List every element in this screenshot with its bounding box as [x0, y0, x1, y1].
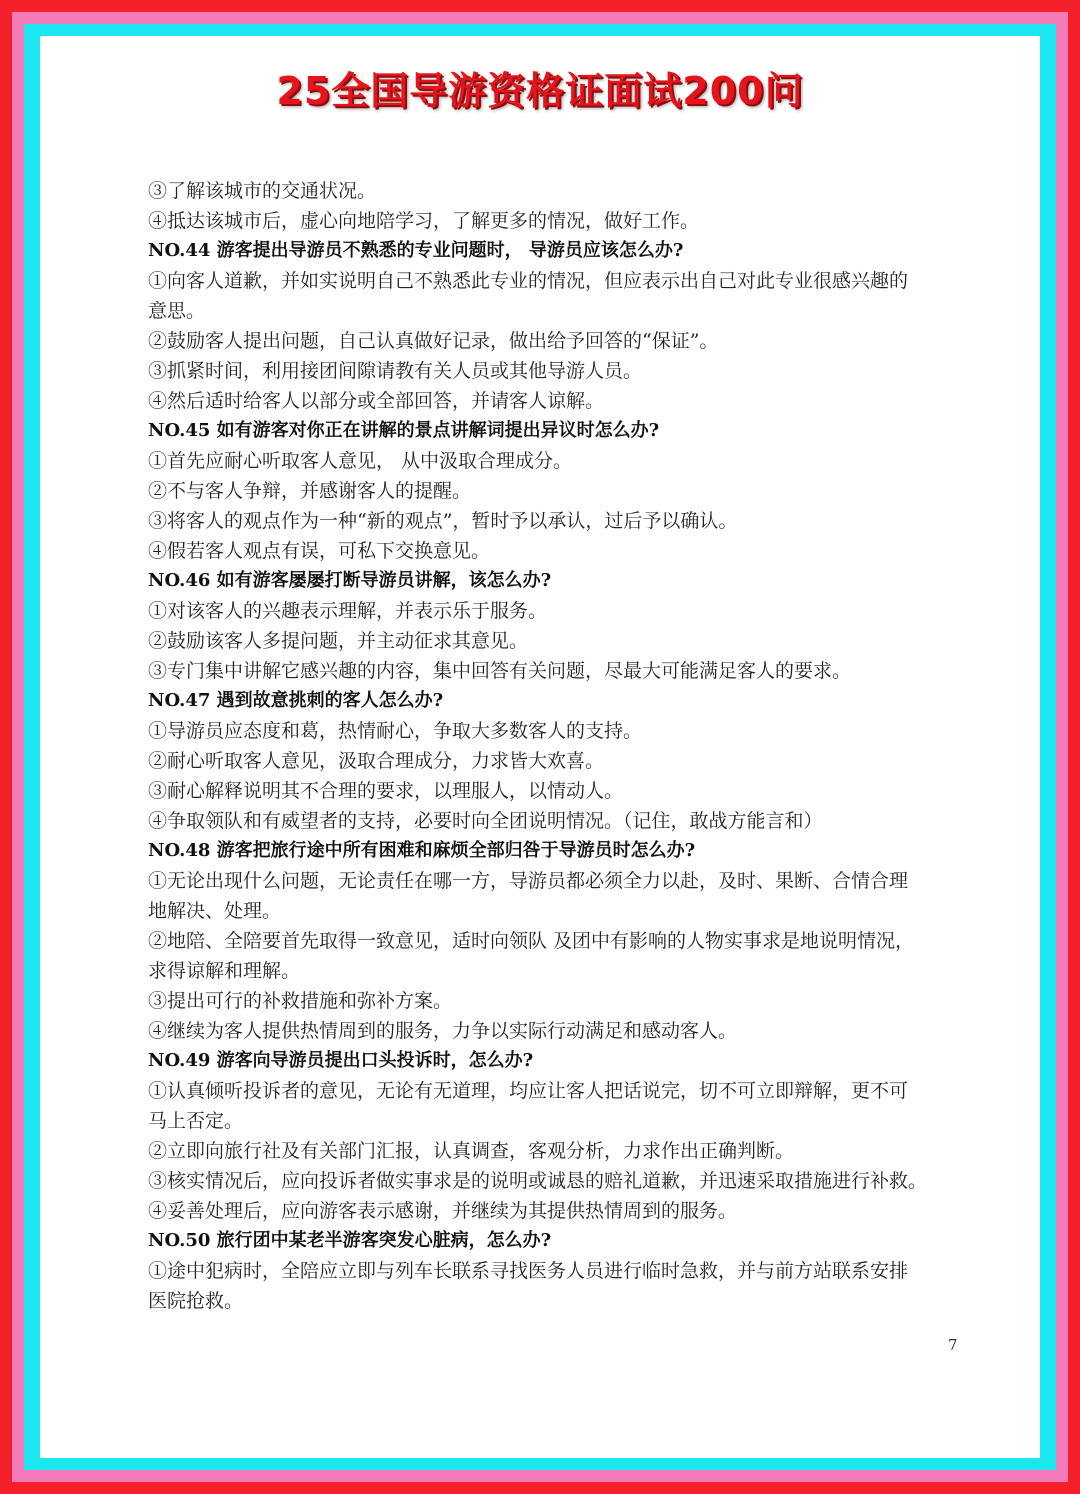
answer-line: ④继续为客人提供热情周到的服务，力争以实际行动满足和感动客人。 — [148, 1020, 738, 1042]
question-heading: NO.47 遇到故意挑刺的客人怎么办? — [148, 690, 444, 711]
answer-line: ④妥善处理后，应向游客表示感谢，并继续为其提供热情周到的服务。 — [148, 1200, 738, 1222]
answer-line: ①对该客人的兴趣表示理解，并表示乐于服务。 — [148, 600, 548, 622]
answer-line: ④争取领队和有威望者的支持，必要时向全团说明情况。（记住，敢战方能言和） — [148, 810, 823, 832]
question-heading: NO.50 旅行团中某老半游客突发心脏病，怎么办? — [148, 1230, 552, 1251]
answer-line: 求得谅解和理解。 — [148, 960, 301, 982]
answer-line: ④然后适时给客人以部分或全部回答，并请客人谅解。 — [148, 390, 605, 412]
question-heading: NO.45 如有游客对你正在讲解的景点讲解词提出异议时怎么办? — [148, 420, 660, 441]
answer-line: ②耐心听取客人意见，汲取合理成分，力求皆大欢喜。 — [148, 750, 605, 772]
qa-content — [148, 176, 974, 1316]
question-heading: NO.46 如有游客屡屡打断导游员讲解，该怎么办? — [148, 570, 552, 591]
answer-line: ②鼓励该客人多提问题，并主动征求其意见。 — [148, 630, 529, 652]
answer-line: ③核实情况后，应向投诉者做实事求是的说明或诚恳的赔礼道歉，并迅速采取措施进行补救。 — [148, 1170, 928, 1192]
answer-line: ②地陪、全陪要首先取得一致意见，适时向领队 及团中有影响的人物实事求是地说明情况， — [148, 930, 915, 952]
answer-line: ③专门集中讲解它感兴趣的内容，集中回答有关问题，尽最大可能满足客人的要求。 — [148, 660, 852, 682]
answer-line: 地解决、处理。 — [148, 900, 282, 922]
answer-line: ③了解该城市的交通状况。 — [148, 180, 377, 202]
answer-line: ①途中犯病时，全陪应立即与列车长联系寻找医务人员进行临时急救，并与前方站联系安排 — [148, 1260, 909, 1282]
answer-line: ③将客人的观点作为一种“新的观点”，暂时予以承认，过后予以确认。 — [148, 510, 738, 532]
answer-line: ④假若客人观点有误，可私下交换意见。 — [148, 540, 491, 562]
answer-line: ①首先应耐心听取客人意见， 从中汲取合理成分。 — [148, 450, 573, 472]
answer-line: ①导游员应态度和葛，热情耐心，争取大多数客人的支持。 — [148, 720, 643, 742]
page-number: 7 — [948, 1336, 958, 1354]
answer-line: ②立即向旅行社及有关部门汇报，认真调查，客观分析，力求作出正确判断。 — [148, 1140, 795, 1162]
answer-line: ①无论出现什么问题，无论责任在哪一方，导游员都必须全力以赴，及时、果断、合情合理 — [148, 870, 909, 892]
answer-line: 马上否定。 — [148, 1110, 244, 1132]
page-title: 25全国导游资格证面试200问 — [276, 69, 804, 113]
answer-line: 意思。 — [148, 300, 206, 322]
answer-line: ③提出可行的补救措施和弥补方案。 — [148, 990, 453, 1012]
answer-line: ②鼓励客人提出问题，自己认真做好记录，做出给予回答的“保证”。 — [148, 330, 719, 352]
answer-line: ③抓紧时间，利用接团间隙请教有关人员或其他导游人员。 — [148, 360, 643, 382]
question-heading: NO.49 游客向导游员提出口头投诉时，怎么办? — [148, 1050, 534, 1071]
question-heading: NO.44 游客提出导游员不熟悉的专业问题时， 导游员应该怎么办? — [148, 240, 684, 261]
answer-line: ①向客人道歉，并如实说明自己不熟悉此专业的情况，但应表示出自己对此专业很感兴趣的 — [148, 270, 909, 292]
answer-line: ③耐心解释说明其不合理的要求，以理服人，以情动人。 — [148, 780, 624, 802]
question-heading: NO.48 游客把旅行途中所有困难和麻烦全部归咎于导游员时怎么办? — [148, 840, 696, 861]
answer-line: 医院抢救。 — [148, 1290, 244, 1312]
answer-line: ②不与客人争辩，并感谢客人的提醒。 — [148, 480, 472, 502]
answer-line: ④抵达该城市后，虚心向地陪学习，了解更多的情况，做好工作。 — [148, 210, 700, 232]
answer-line: ①认真倾听投诉者的意见，无论有无道理，均应让客人把话说完，切不可立即辩解，更不可 — [148, 1080, 909, 1102]
document-page — [40, 36, 1040, 1458]
